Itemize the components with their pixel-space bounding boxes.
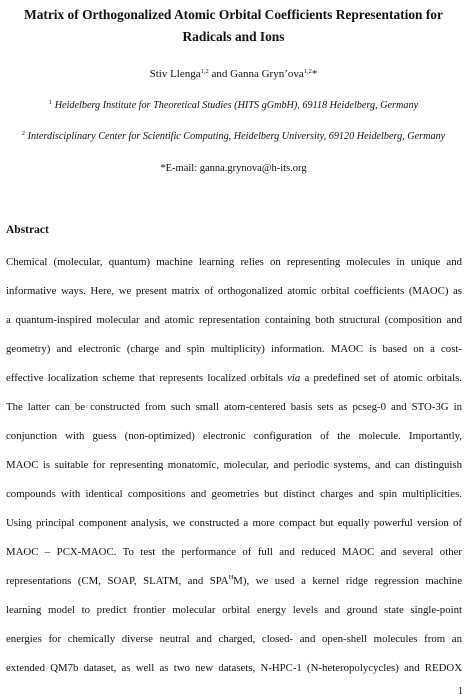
affiliation-text: Interdisciplinary Center for Scientific Computing, Heidelberg University, 69120 Heidelberg, Germany — [27, 131, 446, 142]
affiliation-number: 2 — [21, 130, 26, 137]
author-name: Ganna Gryn’ova — [230, 68, 304, 80]
affiliation-1 — [0, 100, 467, 111]
abstract-line: learning model to predict frontier molecular orbital energy levels and ground state single-point — [6, 604, 462, 616]
author-affiliation-marker: 1,2 — [303, 68, 312, 75]
abstract-line: Chemical (molecular, quantum) machine learning relies on representing molecules in unique and — [6, 256, 462, 268]
abstract-line: a quantum-inspired molecular and atomic representation containing both structural (composition and — [6, 314, 462, 326]
abstract-line: energies for chemically diverse neutral and charged, closed- and open-shell molecules from an — [6, 633, 462, 645]
abstract-line: conjunction with guess (non-optimized) electronic configuration of the molecule. Importantly, — [6, 430, 462, 442]
author-connector: and — [208, 68, 231, 80]
title-line-1: Matrix of Orthogonalized Atomic Orbital Coefficients Representation for — [24, 7, 443, 22]
author-name: Stiv Llenga — [149, 68, 201, 80]
abstract-line: effective localization scheme that represents localized orbitals via a predefined set of atomic orbitals. — [6, 372, 462, 384]
page-number: 1 — [458, 686, 463, 697]
abstract-heading: Abstract — [6, 224, 49, 236]
author-line — [0, 68, 467, 80]
affiliation-text: Heidelberg Institute for Theoretical Studies (HITS gGmbH), 69118 Heidelberg, Germany — [54, 100, 419, 111]
author-affiliation-marker: 1,2 — [200, 68, 209, 75]
abstract-line: MAOC is suitable for representing monatomic, molecular, and periodic systems, and can distinguish — [6, 459, 462, 471]
abstract-line: compounds with identical compositions and geometries but distinct charges and spin multiplicities. — [6, 488, 462, 500]
abstract-line: Using principal component analysis, we constructed a more compact but equally powerful version of — [6, 517, 462, 529]
abstract-line: The latter can be constructed from such small atom-centered basis sets as pcseg-0 and STO-3G in — [6, 401, 462, 413]
title-line-2: Radicals and Ions — [182, 29, 285, 44]
abstract-line: MAOC – PCX-MAOC. To test the performance of full and reduced MAOC and several other — [6, 546, 462, 558]
abstract-line: informative ways. Here, we present matrix of orthogonalized atomic orbital coefficients (MAOC) as — [6, 285, 462, 297]
abstract-line: representations (CM, SOAP, SLATM, and $SPA^HM$), we used a kernel ridge regression machine — [6, 574, 462, 587]
corresponding-author-mark: * — [311, 68, 318, 80]
abstract-line: geometry) and electronic (charge and spin multiplicity) information. MAOC is based on a cost- — [6, 343, 462, 355]
contact-email: *E-mail: ganna.grynova@h-its.org — [160, 163, 307, 174]
abstract-line: extended QM7b dataset, as well as two new datasets, N-HPC-1 (N-heteropolycycles) and REDOX — [6, 662, 462, 674]
affiliation-number: 1 — [48, 99, 53, 106]
affiliation-2 — [0, 131, 467, 142]
